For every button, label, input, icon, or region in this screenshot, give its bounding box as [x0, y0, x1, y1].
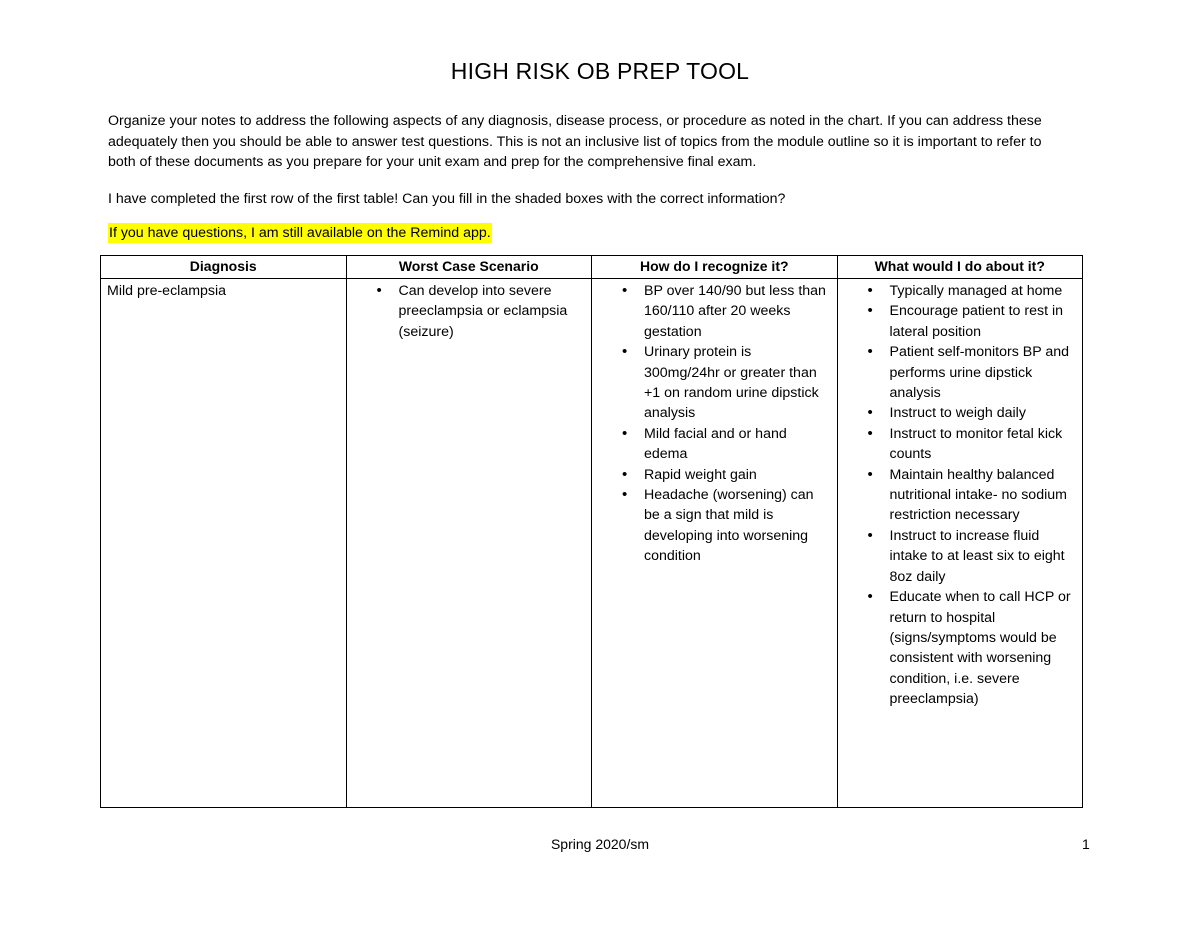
cell-diagnosis: Mild pre-eclampsia	[101, 279, 347, 808]
list-item: • Can develop into severe preeclampsia or eclampsia (seizure)	[353, 281, 586, 342]
page-title: HIGH RISK OB PREP TOOL	[450, 58, 750, 84]
header-recognize: How do I recognize it?	[592, 256, 838, 279]
table-header-row	[101, 256, 1083, 279]
cell-worst-case	[346, 279, 592, 808]
list-item: • Urinary protein is 300mg/24hr or greater than +1 on random urine dipstick analysis	[598, 342, 831, 424]
page-number: 1	[1082, 836, 1090, 852]
action-list	[844, 281, 1077, 710]
list-item: • Educate when to call HCP or return to hospital (signs/symptoms would be consistent with worsening condition, i.e. severe preeclampsia)	[844, 587, 1077, 709]
list-item: • Instruct to weigh daily	[844, 403, 1077, 423]
list-item: • Instruct to increase fluid intake to at least six to eight 8oz daily	[844, 526, 1077, 587]
header-action: What would I do about it?	[837, 256, 1083, 279]
list-item: • Maintain healthy balanced nutritional intake- no sodium restriction necessary	[844, 465, 1077, 526]
list-item: • Instruct to monitor fetal kick counts	[844, 424, 1077, 465]
list-item: • Mild facial and or hand edema	[598, 424, 831, 465]
list-item: • BP over 140/90 but less than 160/110 after 20 weeks gestation	[598, 281, 831, 342]
list-item: • Patient self-monitors BP and performs urine dipstick analysis	[844, 342, 1077, 403]
header-diagnosis: Diagnosis	[101, 256, 347, 279]
intro-paragraph: Organize your notes to address the following aspects of any diagnosis, disease process, or procedure as noted in the chart. If you can address these adequately then you should be able to answer test questions. This is not an inclusive list of topics from the module outline so it is important to refer to both of these documents as you prepare for your unit exam and prep for the comprehensive final exam.	[108, 113, 1042, 170]
table-row	[101, 279, 1083, 808]
cell-action	[837, 279, 1083, 808]
worst-case-list	[353, 281, 586, 342]
list-item: • Encourage patient to rest in lateral position	[844, 301, 1077, 342]
footer-label: Spring 2020/sm	[550, 836, 650, 852]
completion-note: I have completed the first row of the first table! Can you fill in the shaded boxes with the correct information?	[108, 191, 786, 207]
recognize-list	[598, 281, 831, 567]
list-item: • Headache (worsening) can be a sign that mild is developing into worsening condition	[598, 485, 831, 567]
cell-recognize	[592, 279, 838, 808]
prep-table	[100, 255, 1083, 808]
header-worst-case: Worst Case Scenario	[346, 256, 592, 279]
list-item: • Rapid weight gain	[598, 465, 831, 485]
highlighted-note: If you have questions, I am still available on the Remind app.	[109, 225, 491, 241]
list-item: • Typically managed at home	[844, 281, 1077, 301]
